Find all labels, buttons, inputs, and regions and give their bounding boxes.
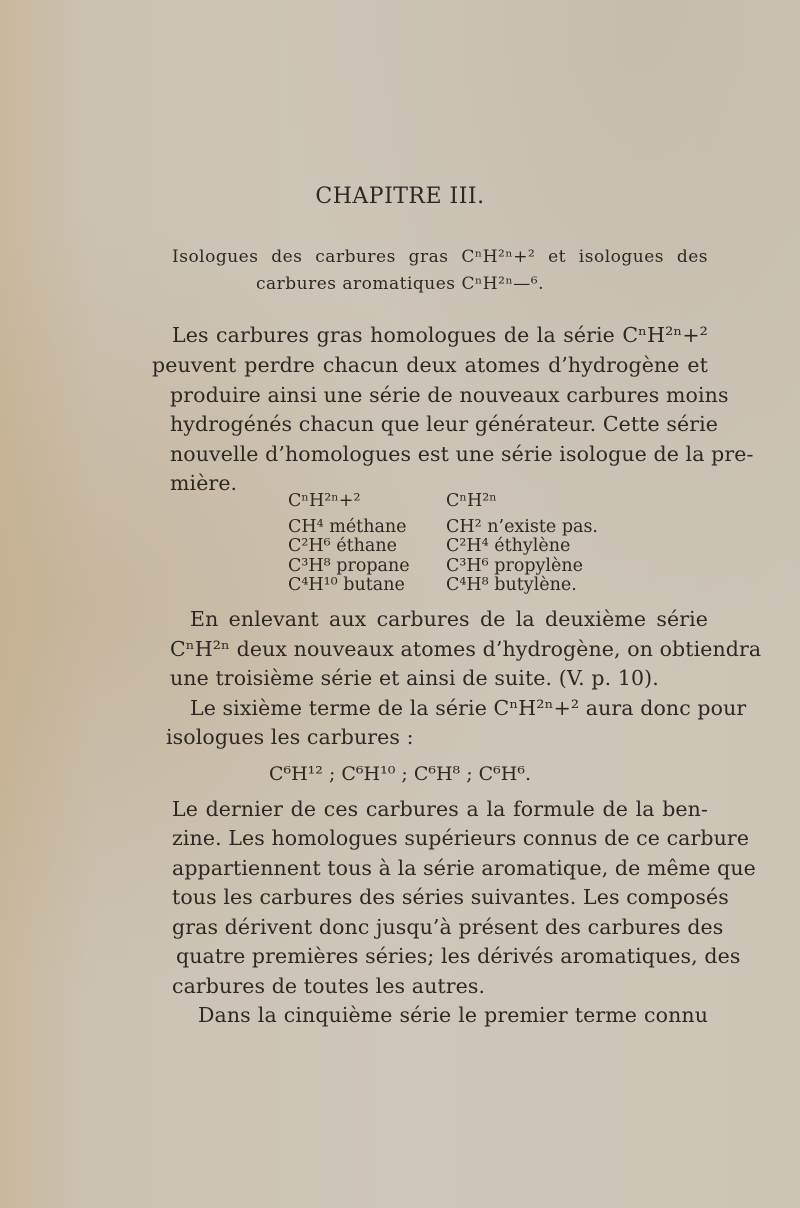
table-right-header: CⁿH²ⁿ	[446, 491, 497, 511]
paragraph-2-line-2: CⁿH²ⁿ deux nouveaux atomes d’hydrogène, on obtiendra	[170, 637, 762, 661]
table-right-row: CH² n’existe pas.	[446, 517, 598, 537]
paragraph-2-line-1: En enlevant aux carbures de la deuxième série	[190, 607, 708, 631]
paragraph-4-line-3: appartiennent tous à la série aromatique, de même que	[172, 856, 756, 880]
paragraph-3-line-1: Le sixième terme de la série CⁿH²ⁿ+² aura donc pour	[190, 696, 747, 720]
table-left-row: CH⁴ méthane	[288, 517, 407, 537]
table-right-row: C³H⁶ propylène	[446, 556, 584, 576]
table-right-row: C²H⁴ éthylène	[446, 536, 571, 556]
paragraph-4-line-6: quatre premières séries; les dérivés aromatiques, des	[176, 944, 741, 968]
paragraph-1-line-2: peuvent perdre chacun deux atomes d’hydrogène et	[152, 353, 708, 377]
paragraph-1-line-6: mière.	[170, 471, 238, 495]
table-right-row: C⁴H⁸ butylène.	[446, 575, 577, 595]
table-left-header: CⁿH²ⁿ+²	[288, 491, 361, 511]
paragraph-1-line-3: produire ainsi une série de nouveaux carbures moins	[170, 383, 729, 407]
paragraph-5-line-1: Dans la cinquième série le premier terme connu	[198, 1003, 708, 1027]
table-left-row: C³H⁸ propane	[288, 556, 410, 576]
section-heading-line-1: Isologues des carbures gras CⁿH²ⁿ+² et isologues des	[172, 247, 708, 267]
paragraph-4-line-7: carbures de toutes les autres.	[172, 974, 486, 998]
paragraph-4-line-4: tous les carbures des séries suivantes. Les composés	[172, 885, 729, 909]
chapter-title: CHAPITRE III.	[315, 184, 485, 209]
paragraph-1-line-4: hydrogénés chacun que leur générateur. Cette série	[170, 412, 719, 436]
paragraph-4-line-5: gras dérivent donc jusqu’à présent des carbures des	[172, 915, 724, 939]
paragraph-4-line-2: zine. Les homologues supérieurs connus de ce carbure	[172, 826, 750, 850]
paragraph-4-line-1: Le dernier de ces carbures a la formule de la ben-	[172, 797, 708, 821]
paragraph-1-line-1: Les carbures gras homologues de la série CⁿH²ⁿ+²	[172, 323, 708, 347]
table-left-row: C⁴H¹⁰ butane	[288, 575, 405, 595]
isologues-formula: C⁶H¹² ; C⁶H¹⁰ ; C⁶H⁸ ; C⁶H⁶.	[268, 763, 532, 785]
paragraph-3-line-2: isologues les carbures :	[166, 725, 414, 749]
paragraph-2-line-3: une troisième série et ainsi de suite. (V. p. 10).	[170, 666, 659, 690]
paragraph-1-line-5: nouvelle d’homologues est une série isologue de la pre-	[170, 442, 754, 466]
section-heading-line-2: carbures aromatiques CⁿH²ⁿ—⁶.	[255, 274, 545, 294]
table-left-row: C²H⁶ éthane	[288, 536, 397, 556]
